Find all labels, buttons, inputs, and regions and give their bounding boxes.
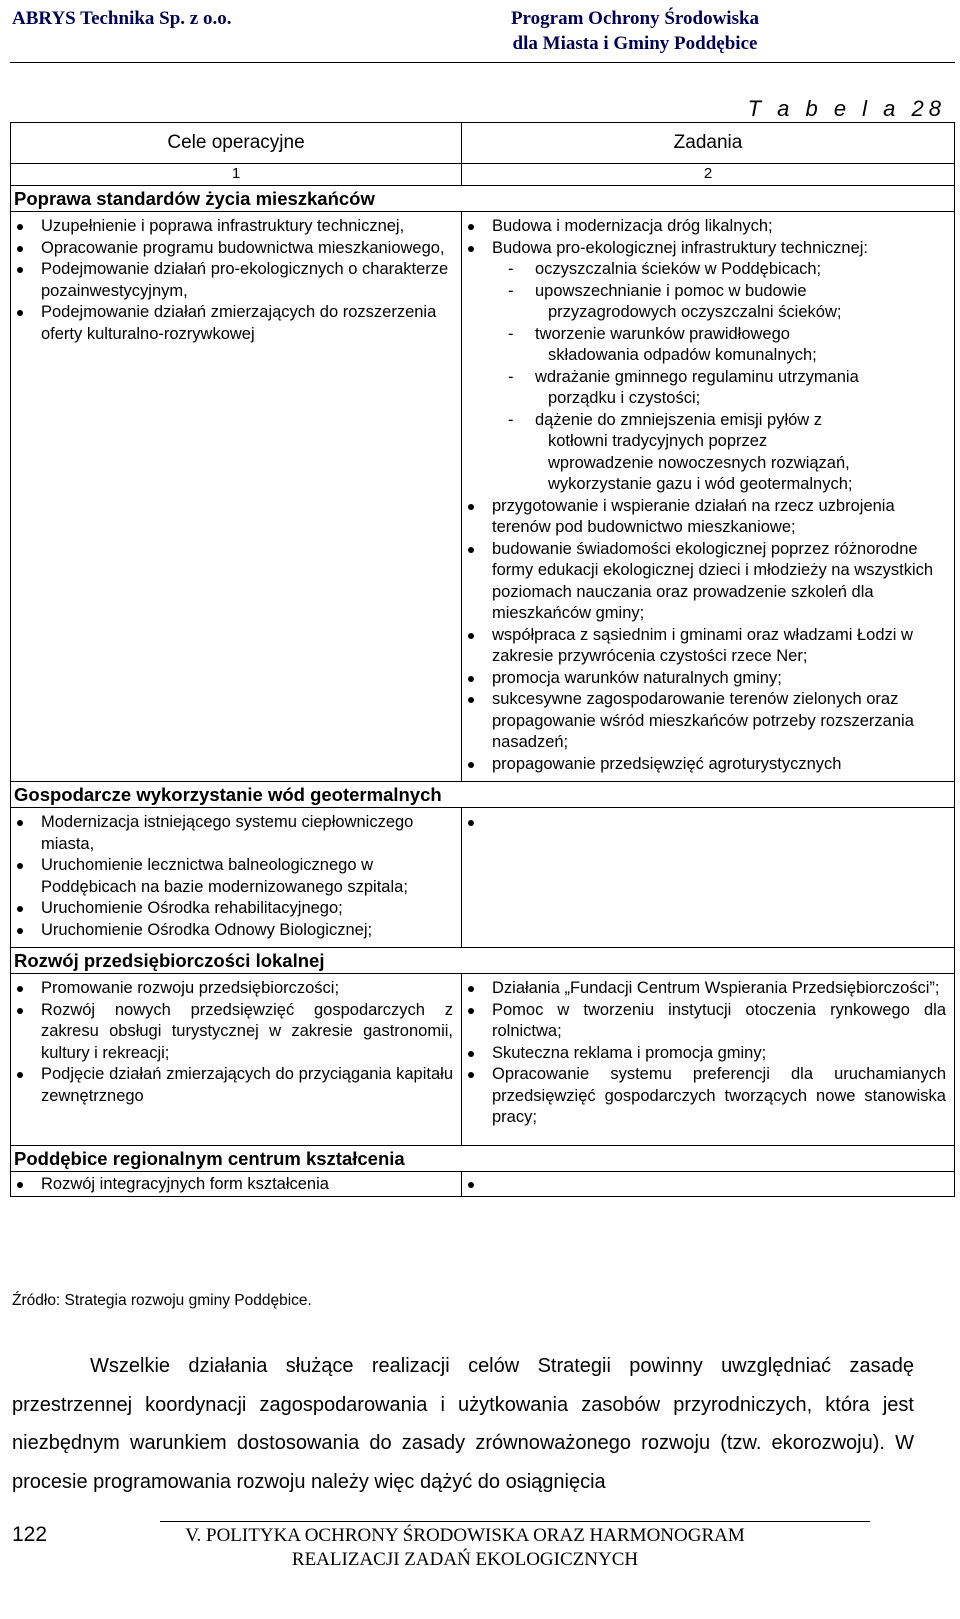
header-rule	[10, 62, 955, 63]
section-title: Poddębice regionalnym centrum kształcenia	[11, 1146, 955, 1172]
paragraph-text: Wszelkie działania służące realizacji celów Strategii powinny uwzględniać zasadę przestrzennej koordynacji zagospodarowania i użytkowania zasobów przyrodniczych, która jest niezbędnym warunkiem dostosowania do zasady zrównoważonego rozwoju (tzw. ekorozwoju). W procesie programowania rozwoju należy więc dążyć do osiągnięcia	[12, 1355, 914, 1493]
goals-cell	[11, 212, 462, 782]
task-item: Działania „Fundacji Centrum Wspierania Przedsiębiorczości”;	[462, 978, 954, 1000]
task-item: Opracowanie systemu preferencji dla uruchamianych przedsięwzięć gospodarczych tworzących nowe stanowiska pracy;	[462, 1064, 954, 1129]
goals-list	[11, 216, 461, 345]
page-number: 122	[12, 1523, 48, 1546]
section-title: Poprawa standardów życia mieszkańców	[11, 186, 955, 212]
tasks-list	[462, 216, 954, 775]
objectives-table	[10, 122, 955, 1197]
task-item: promocja warunków naturalnych gminy;	[462, 668, 954, 690]
program-title-line2: dla Miasta i Gminy Poddębice	[512, 33, 758, 54]
goal-item: Uruchomienie Ośrodka Odnowy Biologicznej;	[11, 920, 461, 942]
task-subitem: - oczyszczalnia ścieków w Poddębicach;	[508, 260, 822, 278]
task-subitem-cont: porządku i czystości;	[548, 389, 701, 407]
task-item: sukcesywne zagospodarowanie terenów zielonych oraz propagowanie wśród mieszkańców potrzeby rozszerzania nasadzeń;	[462, 689, 954, 754]
goals-list	[11, 1174, 461, 1196]
tasks-cell	[462, 808, 955, 948]
goals-cell	[11, 808, 462, 948]
footer-rule	[160, 1521, 870, 1522]
task-subitem-cont: składowania odpadów komunalnych;	[548, 346, 817, 364]
task-item: Skuteczna reklama i promocja gminy;	[462, 1043, 954, 1065]
goals-cell	[11, 974, 462, 1146]
task-item: budowanie świadomości ekologicznej poprzez różnorodne formy edukacji ekologicznej dzieci i młodzieży na wszystkich poziomach nauczania oraz prowadzenie szkoleń dla mieszkańców gminy;	[462, 539, 954, 625]
task-subitem: - wdrażanie gminnego regulaminu utrzymania	[508, 367, 859, 386]
goals-list	[11, 978, 461, 1107]
task-item-empty	[462, 1174, 954, 1196]
goal-item: Uzupełnienie i poprawa infrastruktury technicznej,	[11, 216, 461, 238]
goal-item: Uruchomienie lecznictwa balneologicznego w Poddębicach na bazie modernizowanego szpitala;	[11, 855, 461, 898]
goal-item: Podejmowanie działań zmierzających do rozszerzenia oferty kulturalno-rozrywkowej	[11, 302, 461, 345]
task-subitem-cont: przyzagrodowych oczyszczalni ścieków;	[548, 303, 842, 321]
section-title: Gospodarcze wykorzystanie wód geotermalnych	[11, 782, 955, 808]
goal-item: Rozwój integracyjnych form kształcenia	[11, 1174, 461, 1196]
program-title-line1: Program Ochrony Środowiska	[510, 8, 760, 29]
table-label: T a b e l a 28	[747, 96, 946, 121]
task-subitem: - dążenie do zmniejszenia emisji pyłów z	[508, 410, 823, 429]
task-subitem-cont: wprowadzenie nowoczesnych rozwiązań,	[548, 453, 850, 472]
tasks-list	[462, 978, 954, 1129]
task-item: przygotowanie i wspieranie działań na rzecz uzbrojenia terenów pod budownictwo mieszkaniowe;	[462, 496, 954, 539]
goal-item: Opracowanie programu budownictwa mieszkaniowego,	[11, 238, 461, 260]
col-number-1: 1	[11, 164, 462, 186]
body-paragraph	[12, 1347, 914, 1501]
task-subitem: - tworzenie warunków prawidłowego	[508, 324, 790, 343]
task-subitem-cont: wykorzystanie gazu i wód geotermalnych;	[548, 475, 853, 493]
goal-item: Rozwój nowych przedsięwzięć gospodarczych z zakresu obsługi turystycznej w zakresie gastronomii, kultury i rekreacji;	[11, 1000, 461, 1065]
task-subitem-cont: kotłowni tradycyjnych poprzez	[548, 432, 768, 450]
col-header-goals: Cele operacyjne	[11, 123, 462, 164]
task-item: Budowa i modernizacja dróg likalnych;	[462, 216, 954, 238]
col-header-tasks: Zadania	[462, 123, 955, 164]
task-item: współpraca z sąsiednim i gminami oraz władzami Łodzi w zakresie przywrócenia czystości rzece Ner;	[462, 625, 954, 668]
task-item-empty	[462, 812, 954, 834]
task-item: Budowa pro-ekologicznej infrastruktury technicznej:	[462, 238, 954, 260]
goals-cell	[11, 1172, 462, 1197]
footer-title-line1: V. POLITYKA OCHRONY ŚRODOWISKA ORAZ HARMONOGRAM	[185, 1525, 745, 1546]
col-number-2: 2	[462, 164, 955, 186]
goal-item: Podejmowanie działań pro-ekologicznych o charakterze pozainwestycyjnym,	[11, 259, 461, 302]
source-note: Źródło: Strategia rozwoju gminy Poddębice.	[12, 1292, 312, 1309]
task-subitem: - upowszechnianie i pomoc w budowie	[508, 281, 807, 300]
task-item: propagowanie przedsięwzięć agroturystycznych	[462, 754, 954, 776]
tasks-list	[462, 812, 954, 834]
tasks-cell	[462, 212, 955, 782]
goal-item: Modernizacja istniejącego systemu ciepłowniczego miasta,	[11, 812, 461, 855]
goal-item: Podjęcie działań zmierzających do przyciągania kapitału zewnętrznego	[11, 1064, 461, 1107]
company-name: ABRYS Technika Sp. z o.o.	[12, 8, 232, 29]
tasks-list	[462, 1174, 954, 1196]
footer-title	[150, 1524, 780, 1572]
goals-list	[11, 812, 461, 941]
goal-item: Uruchomienie Ośrodka rehabilitacyjnego;	[11, 898, 461, 920]
task-item: Pomoc w tworzeniu instytucji otoczenia rynkowego dla rolnictwa;	[462, 1000, 954, 1043]
footer-title-line2: REALIZACJI ZADAŃ EKOLOGICZNYCH	[291, 1549, 639, 1570]
tasks-cell	[462, 974, 955, 1146]
section-title: Rozwój przedsiębiorczości lokalnej	[11, 948, 955, 974]
goal-item: Promowanie rozwoju przedsiębiorczości;	[11, 978, 461, 1000]
program-title	[470, 6, 800, 56]
tasks-cell	[462, 1172, 955, 1197]
